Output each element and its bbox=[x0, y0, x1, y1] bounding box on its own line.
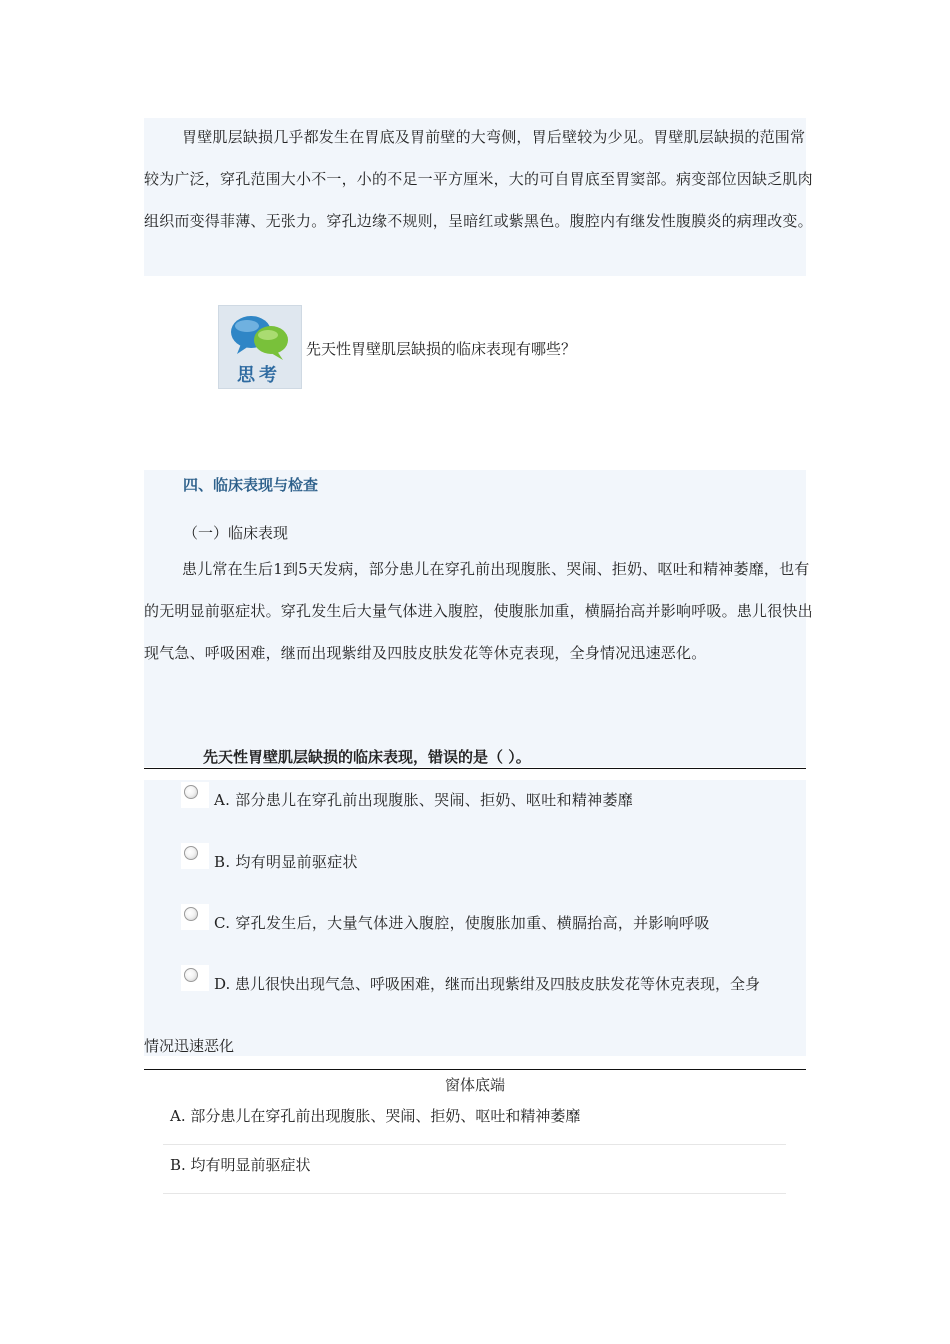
section-subtitle: （一）临床表现 bbox=[183, 524, 289, 542]
section-title: 四、临床表现与检查 bbox=[183, 476, 319, 494]
radio-option-c[interactable] bbox=[184, 907, 198, 921]
option-d: D. 患儿很快出现气急、呼吸困难，继而出现紫绀及四肢皮肤发花等休克表现，全身 bbox=[214, 975, 761, 993]
intro-paragraph: 胃壁肌层缺损几乎都发生在胃底及胃前壁的大弯侧，胃后壁较为少见。胃壁肌层缺损的范围常较为广泛，穿孔范围大小不一，小的不足一平方厘米，大的可自胃底至胃窦部。病变部位因缺乏肌肉组织而变得菲薄、无张力。穿孔边缘不规则，呈暗红或紫黑色。腹腔内有继发性腹膜炎的病理改变。 bbox=[144, 128, 813, 230]
quiz-question: 先天性胃壁肌层缺损的临床表现，错误的是（ ）。 bbox=[203, 748, 531, 766]
answer-separator bbox=[163, 1193, 786, 1194]
divider-top bbox=[144, 768, 806, 769]
option-a: A. 部分患儿在穿孔前出现腹胀、哭闹、拒奶、呕吐和精神萎靡 bbox=[214, 791, 634, 809]
divider-bottom bbox=[144, 1069, 806, 1070]
option-c: C. 穿孔发生后，大量气体进入腹腔，使腹胀加重、横膈抬高，并影响呼吸 bbox=[214, 914, 710, 932]
option-d-continuation: 情况迅速恶化 bbox=[144, 1037, 235, 1055]
answer-separator bbox=[163, 1144, 786, 1145]
think-question: 先天性胃壁肌层缺损的临床表现有哪些？ bbox=[306, 340, 577, 358]
think-icon bbox=[218, 305, 302, 389]
answer-b: B. 均有明显前驱症状 bbox=[170, 1156, 311, 1174]
think-icon-label: 思考 bbox=[237, 365, 281, 386]
form-bottom-label: 窗体底端 bbox=[444, 1076, 505, 1094]
answer-a: A. 部分患儿在穿孔前出现腹胀、哭闹、拒奶、呕吐和精神萎靡 bbox=[170, 1107, 581, 1125]
section-paragraph: 患儿常在生后1到5天发病，部分患儿在穿孔前出现腹胀、哭闹、拒奶、呕吐和精神萎靡，也有的无明显前驱症状。穿孔发生后大量气体进入腹腔，使腹胀加重，横膈抬高并影响呼吸。患儿很快出现气急、呼吸困难，继而出现紫绀及四肢皮肤发花等休克表现，全身情况迅速恶化。 bbox=[144, 560, 813, 662]
option-b: B. 均有明显前驱症状 bbox=[214, 853, 358, 871]
radio-option-a[interactable] bbox=[184, 785, 198, 799]
radio-option-b[interactable] bbox=[184, 846, 198, 860]
radio-option-d[interactable] bbox=[184, 968, 198, 982]
